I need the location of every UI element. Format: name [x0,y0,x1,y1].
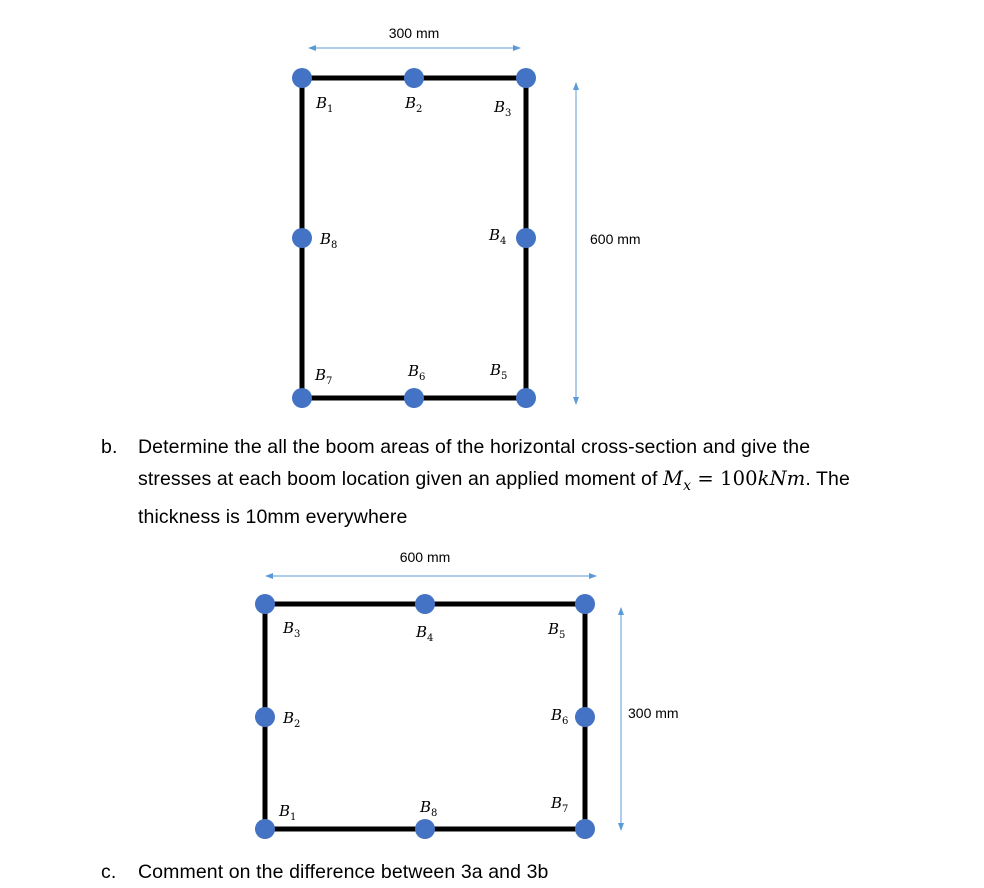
diagram-a-boom-4 [516,228,536,248]
part-c-marker: c. [101,861,117,883]
diagram-b-boom-1 [255,819,275,839]
diagram-a-boom-label-2: $B_2$ [405,94,423,115]
moment-symbol: M [663,467,684,490]
diagram-b-boom-label-6: $B_6$ [551,706,569,727]
diagram-b-boom-3 [255,594,275,614]
diagram-a-boom-2 [404,68,424,88]
diagram-b-height-label: 300 mm [628,705,679,721]
diagram-b-boom-5 [575,594,595,614]
diagram-b-boom-label-7: $B_7$ [551,794,569,815]
diagram-a-boom-label-5: $B_5$ [490,361,508,382]
diagram-a-boom-label-1: $B_1$ [316,94,334,115]
diagram-b-boom-label-3: $B_3$ [283,619,301,640]
diagram-b-boom-4 [415,594,435,614]
diagram-b-boom-2 [255,707,275,727]
part-b-line-2 [138,463,938,502]
diagram-b-boom-label-4: $B_4$ [416,623,434,644]
diagram-a-boom-label-4: $B_4$ [489,226,507,247]
diagram-b-boom-label-2: $B_2$ [283,709,301,730]
moment-unit: kNm [757,467,806,490]
moment-value: = 100 [691,467,758,490]
part-b-question [138,432,938,533]
diagram-a-boom-5 [516,388,536,408]
diagram-a-boom-3 [516,68,536,88]
moment-subscript: x [683,477,692,494]
diagram-a-boom-label-6: $B_6$ [408,362,426,383]
diagram-b-boom-6 [575,707,595,727]
diagram-a-height-label: 600 mm [590,231,641,247]
diagram-a-boom-1 [292,68,312,88]
part-b-line-3: thickness is 10mm everywhere [138,505,408,528]
diagram-a [292,25,641,408]
diagram-a-boom-label-7: $B_7$ [315,366,333,387]
part-c-question: Comment on the difference between 3a and 3b [138,861,549,883]
diagram-b-width-label: 600 mm [399,549,451,565]
diagram-a-boom-8 [292,228,312,248]
diagram-b-boom-8 [415,819,435,839]
diagram-b [255,549,679,839]
part-b-line-1: Determine the all the boom areas of the horizontal cross-section and give the [138,436,811,458]
diagram-a-width-label: 300 mm [388,25,440,41]
part-b-line-2-text: stresses at each boom location given an applied moment of [138,468,658,490]
diagram-a-boom-7 [292,388,312,408]
part-b-line-2-end: . The [805,468,850,490]
diagram-b-boom-7 [575,819,595,839]
diagram-b-boom-label-8: $B_8$ [420,798,438,819]
diagram-a-boom-label-8: $B_8$ [320,230,338,251]
diagram-b-boom-label-5: $B_5$ [548,620,566,641]
diagram-a-boom-label-3: $B_3$ [494,98,512,119]
diagram-a-boom-6 [404,388,424,408]
part-b-marker: b. [101,436,118,458]
diagram-b-boom-label-1: $B_1$ [279,802,297,823]
